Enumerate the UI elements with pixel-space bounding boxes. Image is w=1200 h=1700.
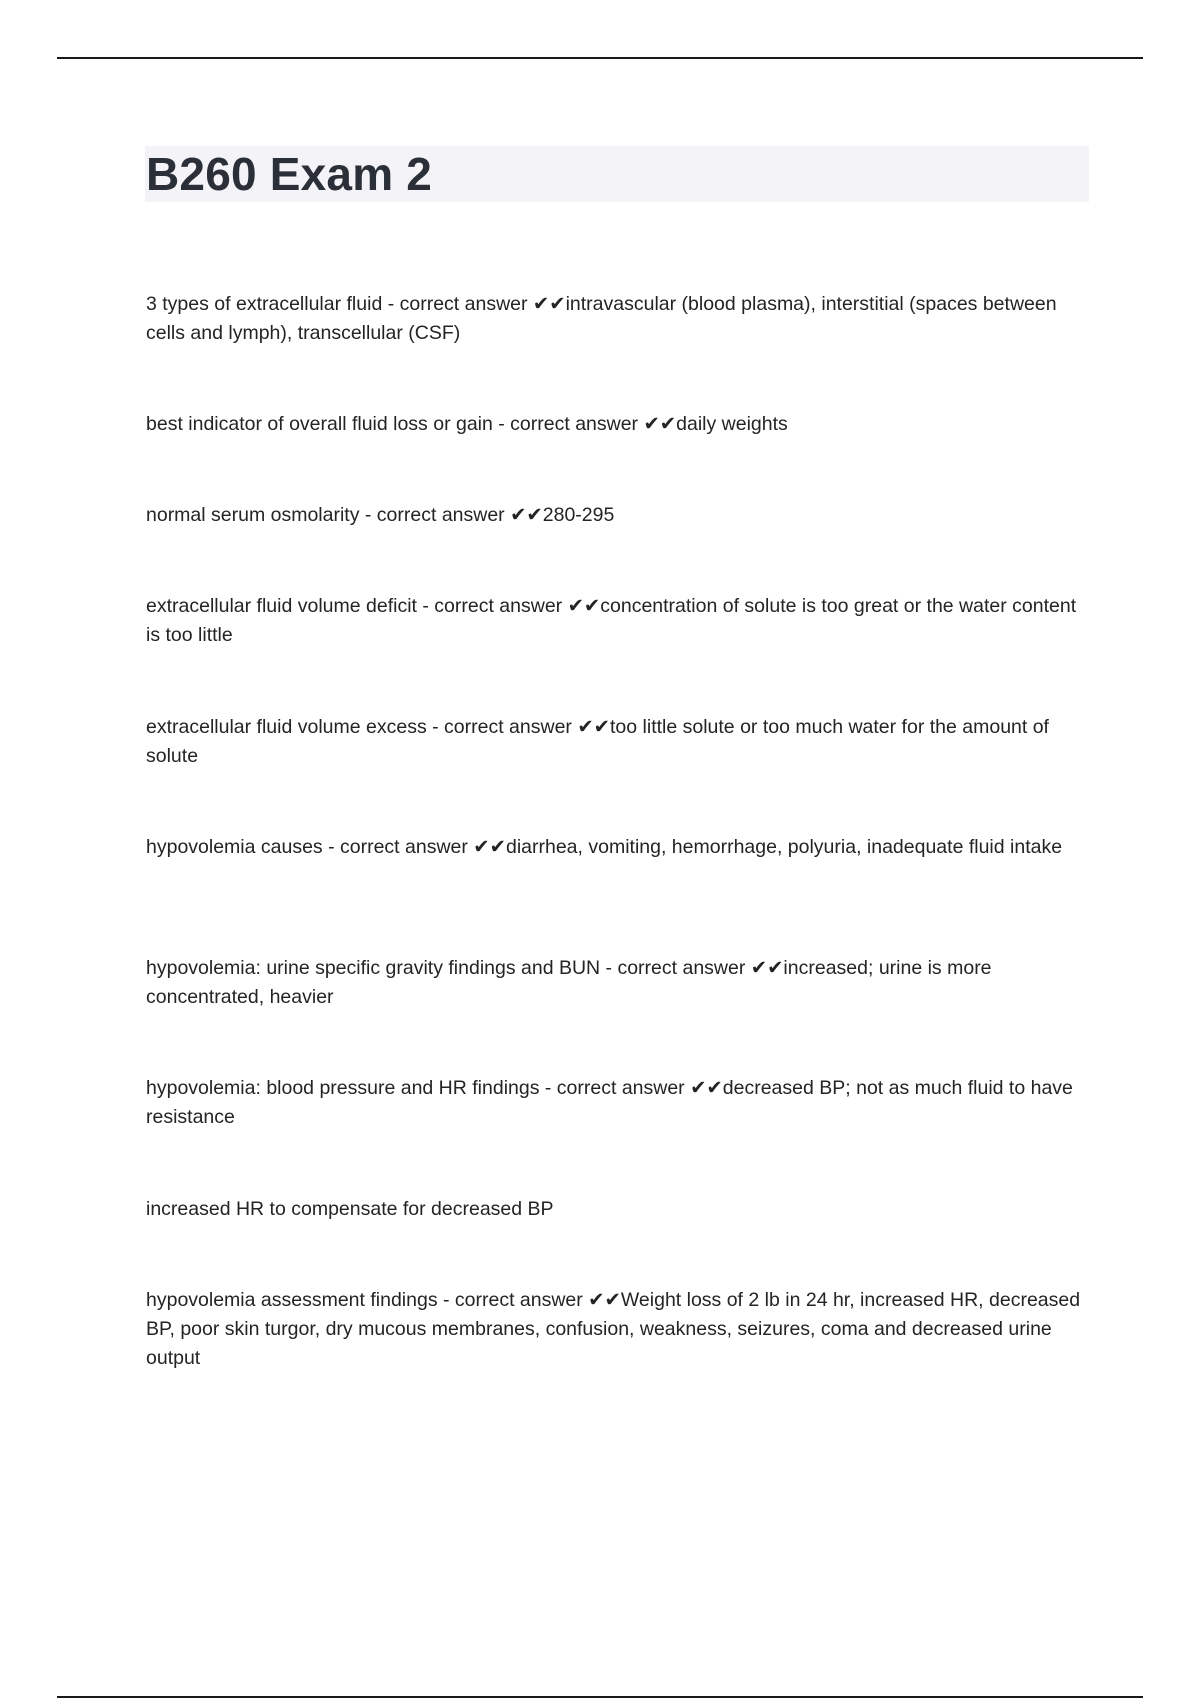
flashcard-entry: hypovolemia: urine specific gravity findings and BUN - correct answer ✔✔increased; urine is more concentrated, heavier: [146, 957, 992, 1008]
document-title: B260 Exam 2: [146, 148, 433, 200]
bottom-rule: [57, 1696, 1143, 1698]
flashcard-entry: extracellular fluid volume deficit - correct answer ✔✔concentration of solute is too great or the water content is too little: [146, 595, 1077, 646]
top-rule: [57, 57, 1143, 59]
flashcard-entry: normal serum osmolarity - correct answer ✔✔280-295: [146, 504, 615, 526]
flashcard-entry: increased HR to compensate for decreased BP: [146, 1198, 554, 1220]
flashcard-entry: hypovolemia causes - correct answer ✔✔diarrhea, vomiting, hemorrhage, polyuria, inadequate fluid intake: [146, 836, 1063, 858]
flashcard-entry: extracellular fluid volume excess - correct answer ✔✔too little solute or too much water for the amount of solute: [146, 716, 1049, 767]
flashcard-entry: 3 types of extracellular fluid - correct answer ✔✔intravascular (blood plasma), interstitial (spaces between cells and lymph), transcellular (CSF): [146, 293, 1057, 344]
flashcard-entry: hypovolemia assessment findings - correct answer ✔✔Weight loss of 2 lb in 24 hr, increased HR, decreased BP, poor skin turgor, dry mucous membranes, confusion, weakness, seizures, coma and decreased urine output: [146, 1289, 1081, 1369]
flashcard-entry: best indicator of overall fluid loss or gain - correct answer ✔✔daily weights: [146, 413, 788, 435]
flashcard-entry: hypovolemia: blood pressure and HR findings - correct answer ✔✔decreased BP; not as much fluid to have resistance: [146, 1077, 1073, 1128]
